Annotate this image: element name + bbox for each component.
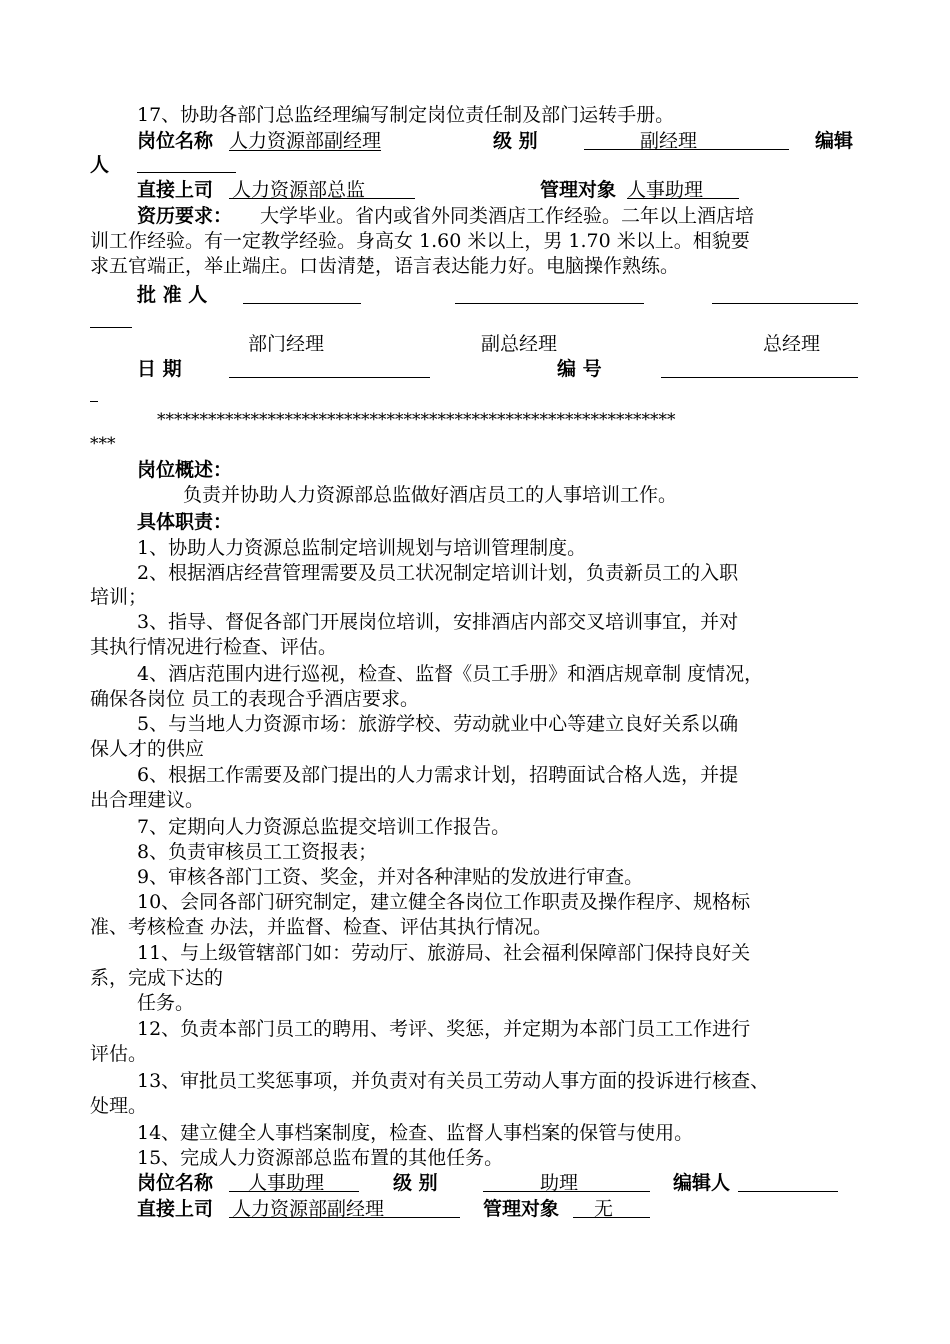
duty-item-cont: 准、考核检查 办法，并监督、检查、评估其执行情况。	[90, 916, 553, 938]
post2-level-label: 级 别	[393, 1172, 438, 1194]
post2-manage-value: 无	[594, 1198, 614, 1220]
duty-item: 15、完成人力资源部总监布置的其他任务。	[137, 1147, 504, 1169]
date-label: 日 期	[137, 358, 182, 380]
duty-item-cont: 确保各岗位 员工的表现合乎酒店要求。	[90, 688, 420, 710]
duty-item-cont: 其执行情况进行检查、评估。	[90, 636, 338, 658]
duty-item-17: 17、协助各部门总监经理编写制定岗位责任制及部门运转手册。	[137, 104, 675, 126]
separator-stars-cont: ***	[90, 434, 116, 454]
duty-item: 5、与当地人力资源市场：旅游学校、劳动就业中心等建立良好关系以确	[137, 713, 739, 735]
duty-item: 6、根据工作需要及部门提出的人力需求计划，招聘面试合格人选，并提	[137, 764, 739, 786]
supervisor-value: 人力资源部总监	[232, 179, 366, 201]
post2-editor-label: 编辑人	[673, 1172, 731, 1194]
post-name-value: 人力资源部副经理	[229, 130, 382, 152]
duty-item-cont: 出合理建议。	[90, 789, 205, 811]
duty-item: 3、指导、督促各部门开展岗位培训，安排酒店内部交叉培训事宜，并对	[137, 611, 739, 633]
duty-item: 2、根据酒店经营管理需要及员工状况制定培训计划，负责新员工的入职	[137, 562, 739, 584]
approver-blank-2	[455, 285, 644, 304]
duty-item-cont: 保人才的供应	[90, 738, 205, 760]
qualification-line-2: 训工作经验。有一定教学经验。身高女 1.60 米以上，男 1.70 米以上。相貌要	[90, 230, 750, 252]
post2-supervisor-label: 直接上司	[137, 1198, 214, 1220]
duty-item: 4、酒店范围内进行巡视，检查、监督《员工手册》和酒店规章制 度情况，	[137, 663, 764, 685]
overview-label: 岗位概述：	[137, 459, 233, 481]
post2-name-value: 人事助理	[248, 1172, 325, 1194]
sign-vice-gm: 副总经理	[481, 333, 558, 355]
level-label: 级 别	[493, 130, 538, 152]
sign-dept-manager: 部门经理	[248, 333, 325, 355]
post2-level-value: 助理	[540, 1172, 579, 1194]
number-blank	[661, 359, 858, 378]
manage-value: 人事助理	[627, 179, 704, 201]
duty-item-cont: 处理。	[90, 1095, 148, 1117]
qualification-label: 资历要求：	[137, 205, 233, 227]
number-label: 编 号	[557, 358, 602, 380]
approver-label: 批 准 人	[137, 284, 208, 306]
duty-item-cont: 培训；	[90, 586, 148, 608]
duties-label: 具体职责：	[137, 511, 233, 533]
manage-label: 管理对象	[540, 179, 617, 201]
duty-item: 11、与上级管辖部门如：劳动厅、旅游局、社会福利保障部门保持良好关	[137, 942, 751, 964]
duty-item: 7、定期向人力资源总监提交培训工作报告。	[137, 816, 511, 838]
duty-item: 9、审核各部门工资、奖金，并对各种津贴的发放进行审查。	[137, 866, 644, 888]
sign-gm: 总经理	[763, 333, 821, 355]
qualification-line-3: 求五官端正，举止端庄。口齿清楚，语言表达能力好。电脑操作熟练。	[90, 255, 680, 277]
duty-item: 14、建立健全人事档案制度，检查、监督人事档案的保管与使用。	[137, 1122, 694, 1144]
approver-blank-cont	[90, 309, 132, 328]
editor-blank	[137, 154, 236, 173]
duty-item: 13、审批员工奖惩事项，并负责对有关员工劳动人事方面的投诉进行核查、	[137, 1070, 770, 1092]
duty-item-cont: 任务。	[137, 992, 195, 1014]
separator-stars: *************************************************************	[157, 410, 676, 430]
post2-editor-blank	[738, 1173, 838, 1192]
approver-blank-3	[712, 285, 858, 304]
date-blank	[229, 359, 430, 378]
post2-name-label: 岗位名称	[137, 1172, 214, 1194]
post2-supervisor-value: 人力资源部副经理	[232, 1198, 385, 1220]
editor-label-cont: 人	[90, 154, 110, 176]
qualification-line-1: 大学毕业。省内或省外同类酒店工作经验。二年以上酒店培	[260, 205, 755, 227]
post2-manage-label: 管理对象	[483, 1198, 560, 1220]
duty-item: 8、负责审核员工工资报表；	[137, 841, 378, 863]
supervisor-label: 直接上司	[137, 179, 214, 201]
duty-item-cont: 评估。	[90, 1043, 148, 1065]
overview-text: 负责并协助人力资源部总监做好酒店员工的人事培训工作。	[183, 484, 678, 506]
duty-item: 1、协助人力资源总监制定培训规划与培训管理制度。	[137, 537, 587, 559]
duty-item: 10、会同各部门研究制定，建立健全各岗位工作职责及操作程序、规格标	[137, 891, 751, 913]
editor-label: 编辑	[815, 130, 854, 152]
post-name-label: 岗位名称	[137, 130, 214, 152]
duty-item-cont: 系，完成下达的	[90, 967, 224, 989]
number-blank-cont	[90, 383, 98, 402]
approver-blank-1	[243, 285, 361, 304]
level-value: 副经理	[640, 130, 698, 152]
duty-item: 12、负责本部门员工的聘用、考评、奖惩，并定期为本部门员工工作进行	[137, 1018, 751, 1040]
